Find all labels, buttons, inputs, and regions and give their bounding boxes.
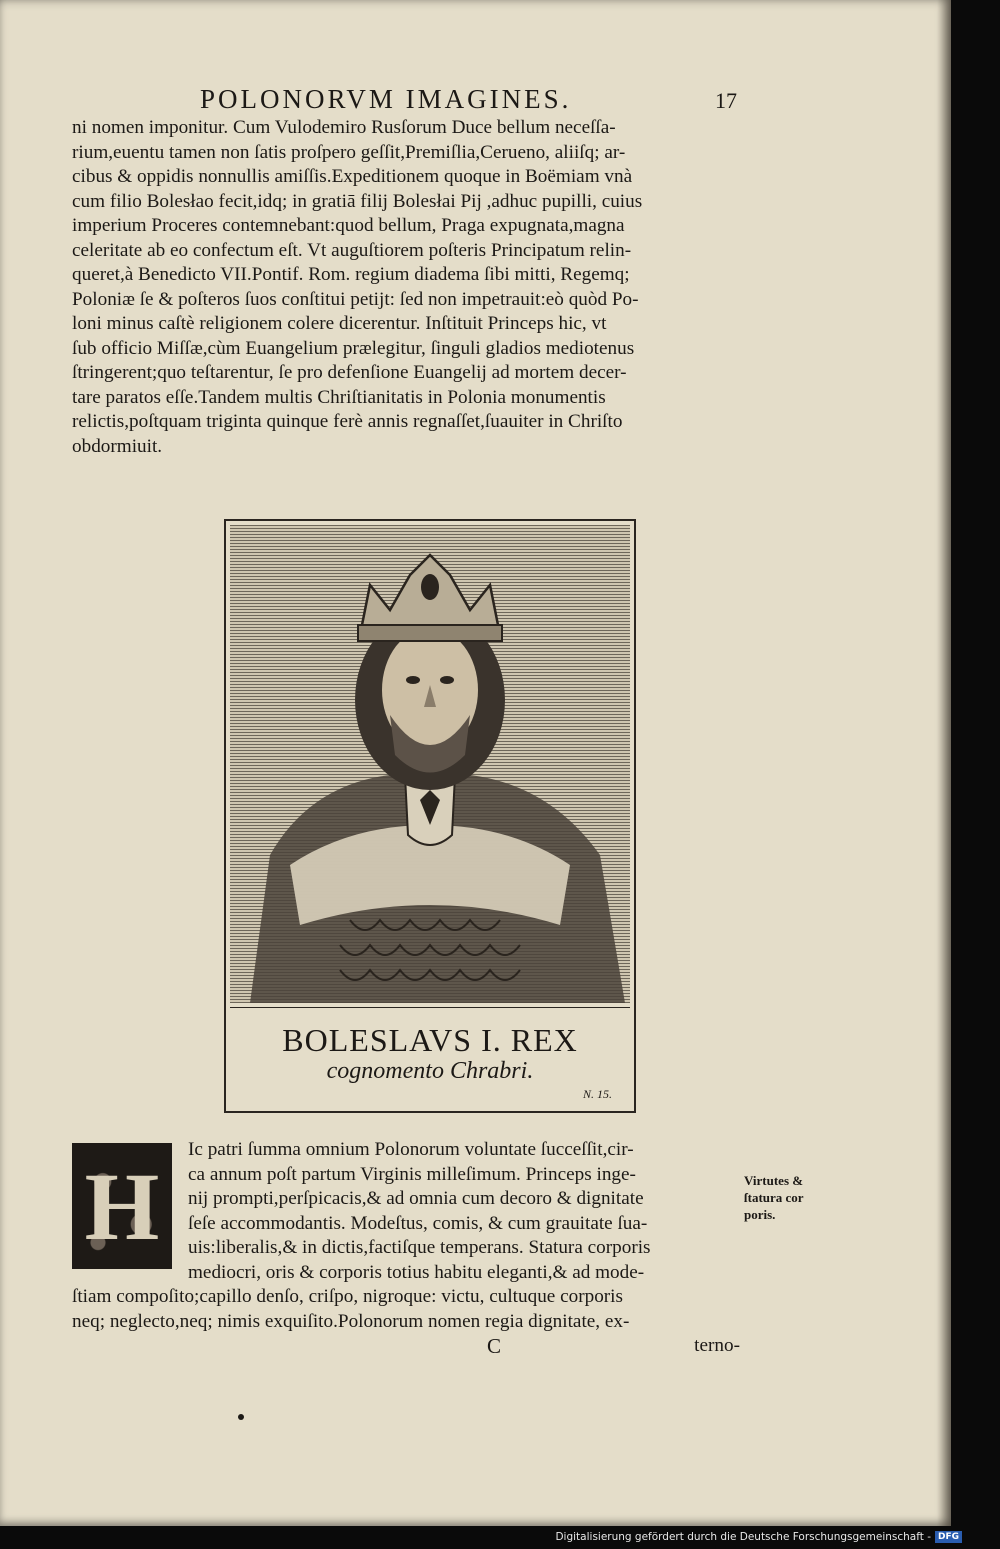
- text-line: obdormiuit.: [72, 435, 163, 457]
- text-line: ſtiam compoſito;capillo denſo, criſpo, nigroque: victu, cultuque corporis: [72, 1286, 623, 1307]
- portrait-plate: [224, 519, 636, 1113]
- marginal-note-line: ſtatura cor: [744, 1190, 804, 1205]
- marginal-note: [744, 1172, 824, 1223]
- catchword-row: [72, 1334, 740, 1358]
- footer-text: Digitalisierung gefördert durch die Deutsche Forschungsgemeinschaft -: [555, 1531, 931, 1543]
- text-line: cum filio Bolesłao fecit,idq; in gratiā filij Bolesłai Pij ,adhuc pupilli, cuius: [72, 190, 643, 212]
- text-line: relictis,poſtquam triginta quinque ferè annis regnaſſet,ſuauiter in Chriſto: [72, 411, 623, 432]
- catchword: terno-: [694, 1335, 740, 1356]
- text-line: rium,euentu tamen non ſatis proſpero geſſit,Premiſlia,Cerueno, aliiſq; ar-: [72, 141, 626, 163]
- text-line: loni minus caſtè religionem colere dicerentur. Inſtituit Princeps hic, vt: [72, 313, 607, 334]
- text-line: neq; neglecto,neq; nimis exquiſito.Polonorum nomen regia dignitate, ex-: [72, 1310, 630, 1332]
- text-line: ca annum poſt partum Virginis milleſimum. Princeps inge-: [188, 1163, 636, 1185]
- text-line: celeritate ab eo confectum eſt. Vt auguſtiorem poſteris Principatum relin-: [72, 239, 632, 261]
- king-portrait-engraving: [230, 525, 630, 1003]
- dfg-logo-icon: DFG: [935, 1531, 962, 1543]
- bottom-text-block: [72, 1138, 740, 1358]
- portrait-title: BOLESLAVS I. REX: [282, 1022, 578, 1058]
- text-line: uis:liberalis,& in dictis,factiſque temperans. Statura corporis: [188, 1237, 651, 1258]
- marginal-note-line: Virtutes &: [744, 1173, 804, 1188]
- marginal-note-line: poris.: [744, 1207, 776, 1222]
- text-line: cibus & oppidis nonnullis amiſſis.Expeditionem quoque in Boëmiam vnà: [72, 166, 633, 187]
- text-line: ſub officio Miſſæ,cùm Euangelium prælegitur, ſinguli gladios mediotenus: [72, 337, 635, 359]
- text-line: tare paratos eſſe.Tandem multis Chriſtianitatis in Polonia monumentis: [72, 386, 606, 408]
- text-line: mediocri, oris & corporis totius habitu eleganti,& ad mode-: [188, 1261, 645, 1283]
- initial-letter: H: [84, 1152, 160, 1260]
- running-head: POLONORVM IMAGINES.: [200, 84, 572, 114]
- ink-dot: [238, 1414, 244, 1420]
- text-line: Poloniæ ſe & poſteros ſuos conſtitui petijt: ſed non impetrauit:eò quòd Po-: [72, 288, 639, 310]
- text-line: ſeſe accommodantis. Modeſtus, comis, & cum grauitate ſua-: [188, 1212, 648, 1234]
- king-figure-icon: [230, 525, 630, 1003]
- portrait-subtitle: cognomento Chrabri.: [326, 1058, 534, 1084]
- text-line: imperium Proceres contemnebant:quod bellum, Praga expugnata,magna: [72, 215, 625, 236]
- text-line: Ic patri ſumma omnium Polonorum voluntate ſucceſſit,cir-: [188, 1139, 634, 1160]
- text-line: queret,à Benedicto VII.Pontif. Rom. regium diadema ſibi mitti, Regemq;: [72, 264, 630, 285]
- text-line: ſtringerent;quo teſtarentur, ſe pro defenſione Euangelij ad mortem decer-: [72, 362, 627, 383]
- digitization-footer: [555, 1531, 962, 1543]
- signature-mark: C: [487, 1334, 502, 1358]
- text-line: ni nomen imponitur. Cum Vulodemiro Rusſorum Duce bellum neceſſa-: [72, 117, 616, 138]
- top-text-block: [72, 116, 740, 459]
- plate-number: N. 15.: [582, 1087, 612, 1101]
- portrait-caption: [230, 1007, 630, 1106]
- page-number: 17: [715, 88, 737, 113]
- text-line: nij prompti,perſpicacis,& ad omnia cum decoro & dignitate: [188, 1188, 644, 1209]
